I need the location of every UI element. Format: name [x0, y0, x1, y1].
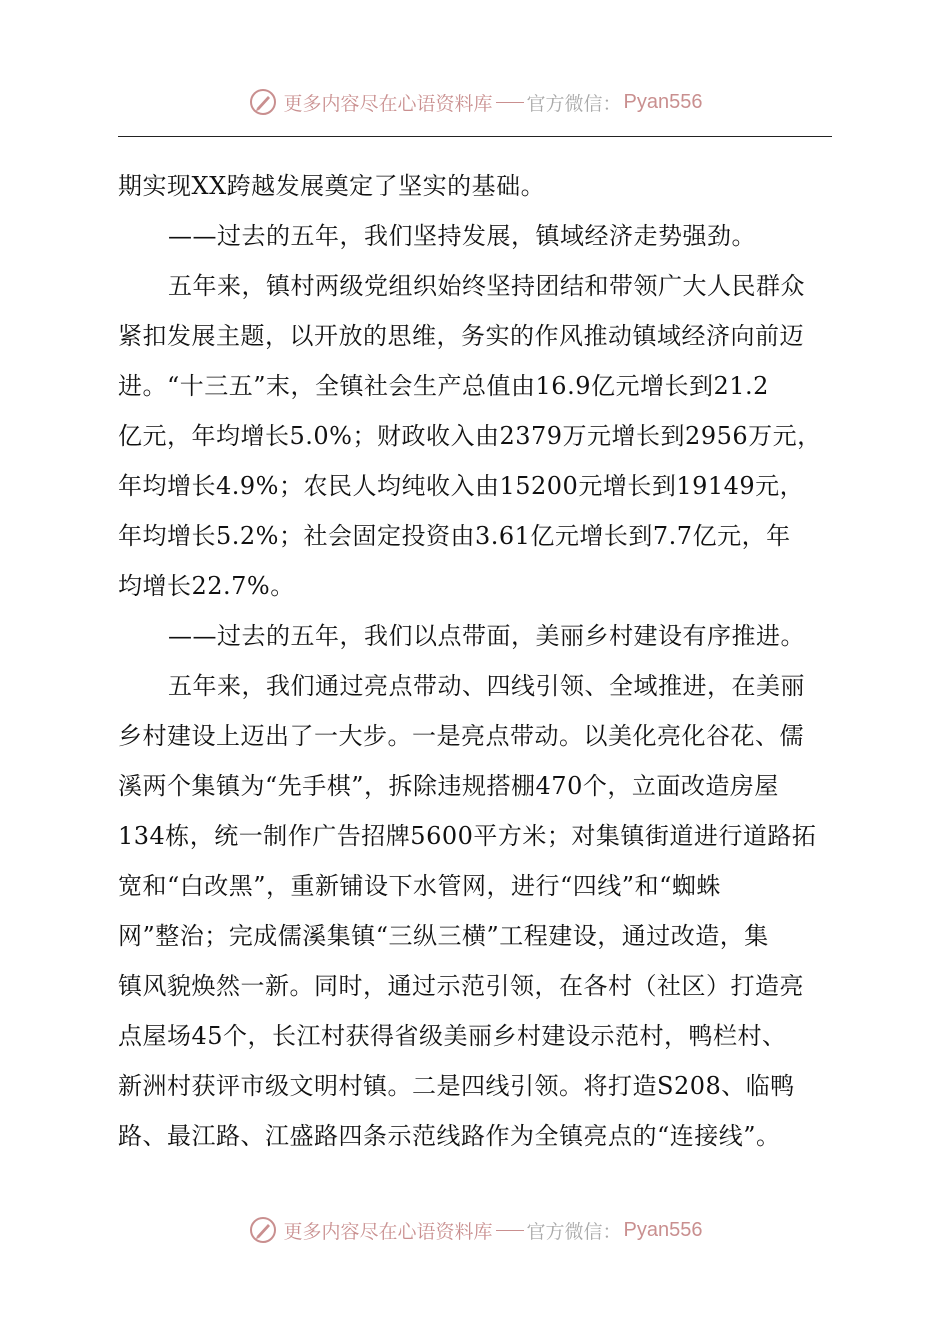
body-line: 年均增长5.2%；社会固定投资由3.61亿元增长到7.7亿元，年	[118, 522, 791, 550]
body-line: 紧扣发展主题，以开放的思维，务实的作风推动镇域经济向前迈	[118, 322, 804, 350]
watermark-account: Pyan556	[623, 1218, 703, 1241]
pen-logo-icon	[248, 1215, 278, 1245]
body-line: 期实现XX跨越发展奠定了坚实的基础。	[118, 172, 546, 200]
watermark-text: 更多内容尽在心语资料库	[283, 1220, 493, 1243]
footer-watermark	[0, 1210, 950, 1250]
body-line: 均增长22.7%。	[118, 572, 295, 600]
body-line: 路、最江路、江盛路四条示范线路作为全镇亮点的“连接线”。	[118, 1122, 781, 1150]
body-line: ——过去的五年，我们以点带面，美丽乡村建设有序推进。	[168, 622, 805, 650]
body-line: ——过去的五年，我们坚持发展，镇域经济走势强劲。	[168, 222, 756, 250]
header-rule	[118, 136, 832, 137]
watermark-account: Pyan556	[623, 90, 703, 113]
body-line: 五年来，我们通过亮点带动、四线引领、全域推进，在美丽	[168, 672, 805, 700]
body-line: 乡村建设上迈出了一大步。一是亮点带动。以美化亮化谷花、儒	[118, 722, 804, 750]
header-watermark	[0, 82, 950, 122]
watermark-dash	[496, 102, 524, 103]
pen-logo-icon	[248, 87, 278, 117]
document-body	[118, 166, 838, 1166]
watermark-dash	[496, 1230, 524, 1231]
watermark-official: 官方微信：	[526, 1220, 622, 1243]
body-line: 进。“十三五”末，全镇社会生产总值由16.9亿元增长到21.2	[118, 372, 769, 400]
body-line: 镇风貌焕然一新。同时，通过示范引领，在各村（社区）打造亮	[118, 972, 804, 1000]
watermark-text: 更多内容尽在心语资料库	[283, 92, 493, 115]
body-line: 点屋场45个，长江村获得省级美丽乡村建设示范村，鸭栏村、	[118, 1022, 787, 1050]
body-line: 宽和“白改黑”，重新铺设下水管网，进行“四线”和“蜘蛛	[118, 872, 721, 900]
body-line: 亿元，年均增长5.0%；财政收入由2379万元增长到2956万元，	[118, 422, 822, 450]
body-line: 溪两个集镇为“先手棋”，拆除违规搭棚470个，立面改造房屋	[118, 772, 779, 800]
body-line: 新洲村获评市级文明村镇。二是四线引领。将打造S208、临鸭	[118, 1072, 795, 1100]
body-line: 年均增长4.9%；农民人均纯收入由15200元增长到19149元，	[118, 472, 805, 500]
body-line: 网”整治；完成儒溪集镇“三纵三横”工程建设，通过改造，集	[118, 922, 769, 950]
watermark-official: 官方微信：	[526, 92, 622, 115]
body-line: 五年来，镇村两级党组织始终坚持团结和带领广大人民群众	[168, 272, 805, 300]
body-line: 134栋，统一制作广告招牌5600平方米；对集镇街道进行道路拓	[118, 822, 817, 850]
